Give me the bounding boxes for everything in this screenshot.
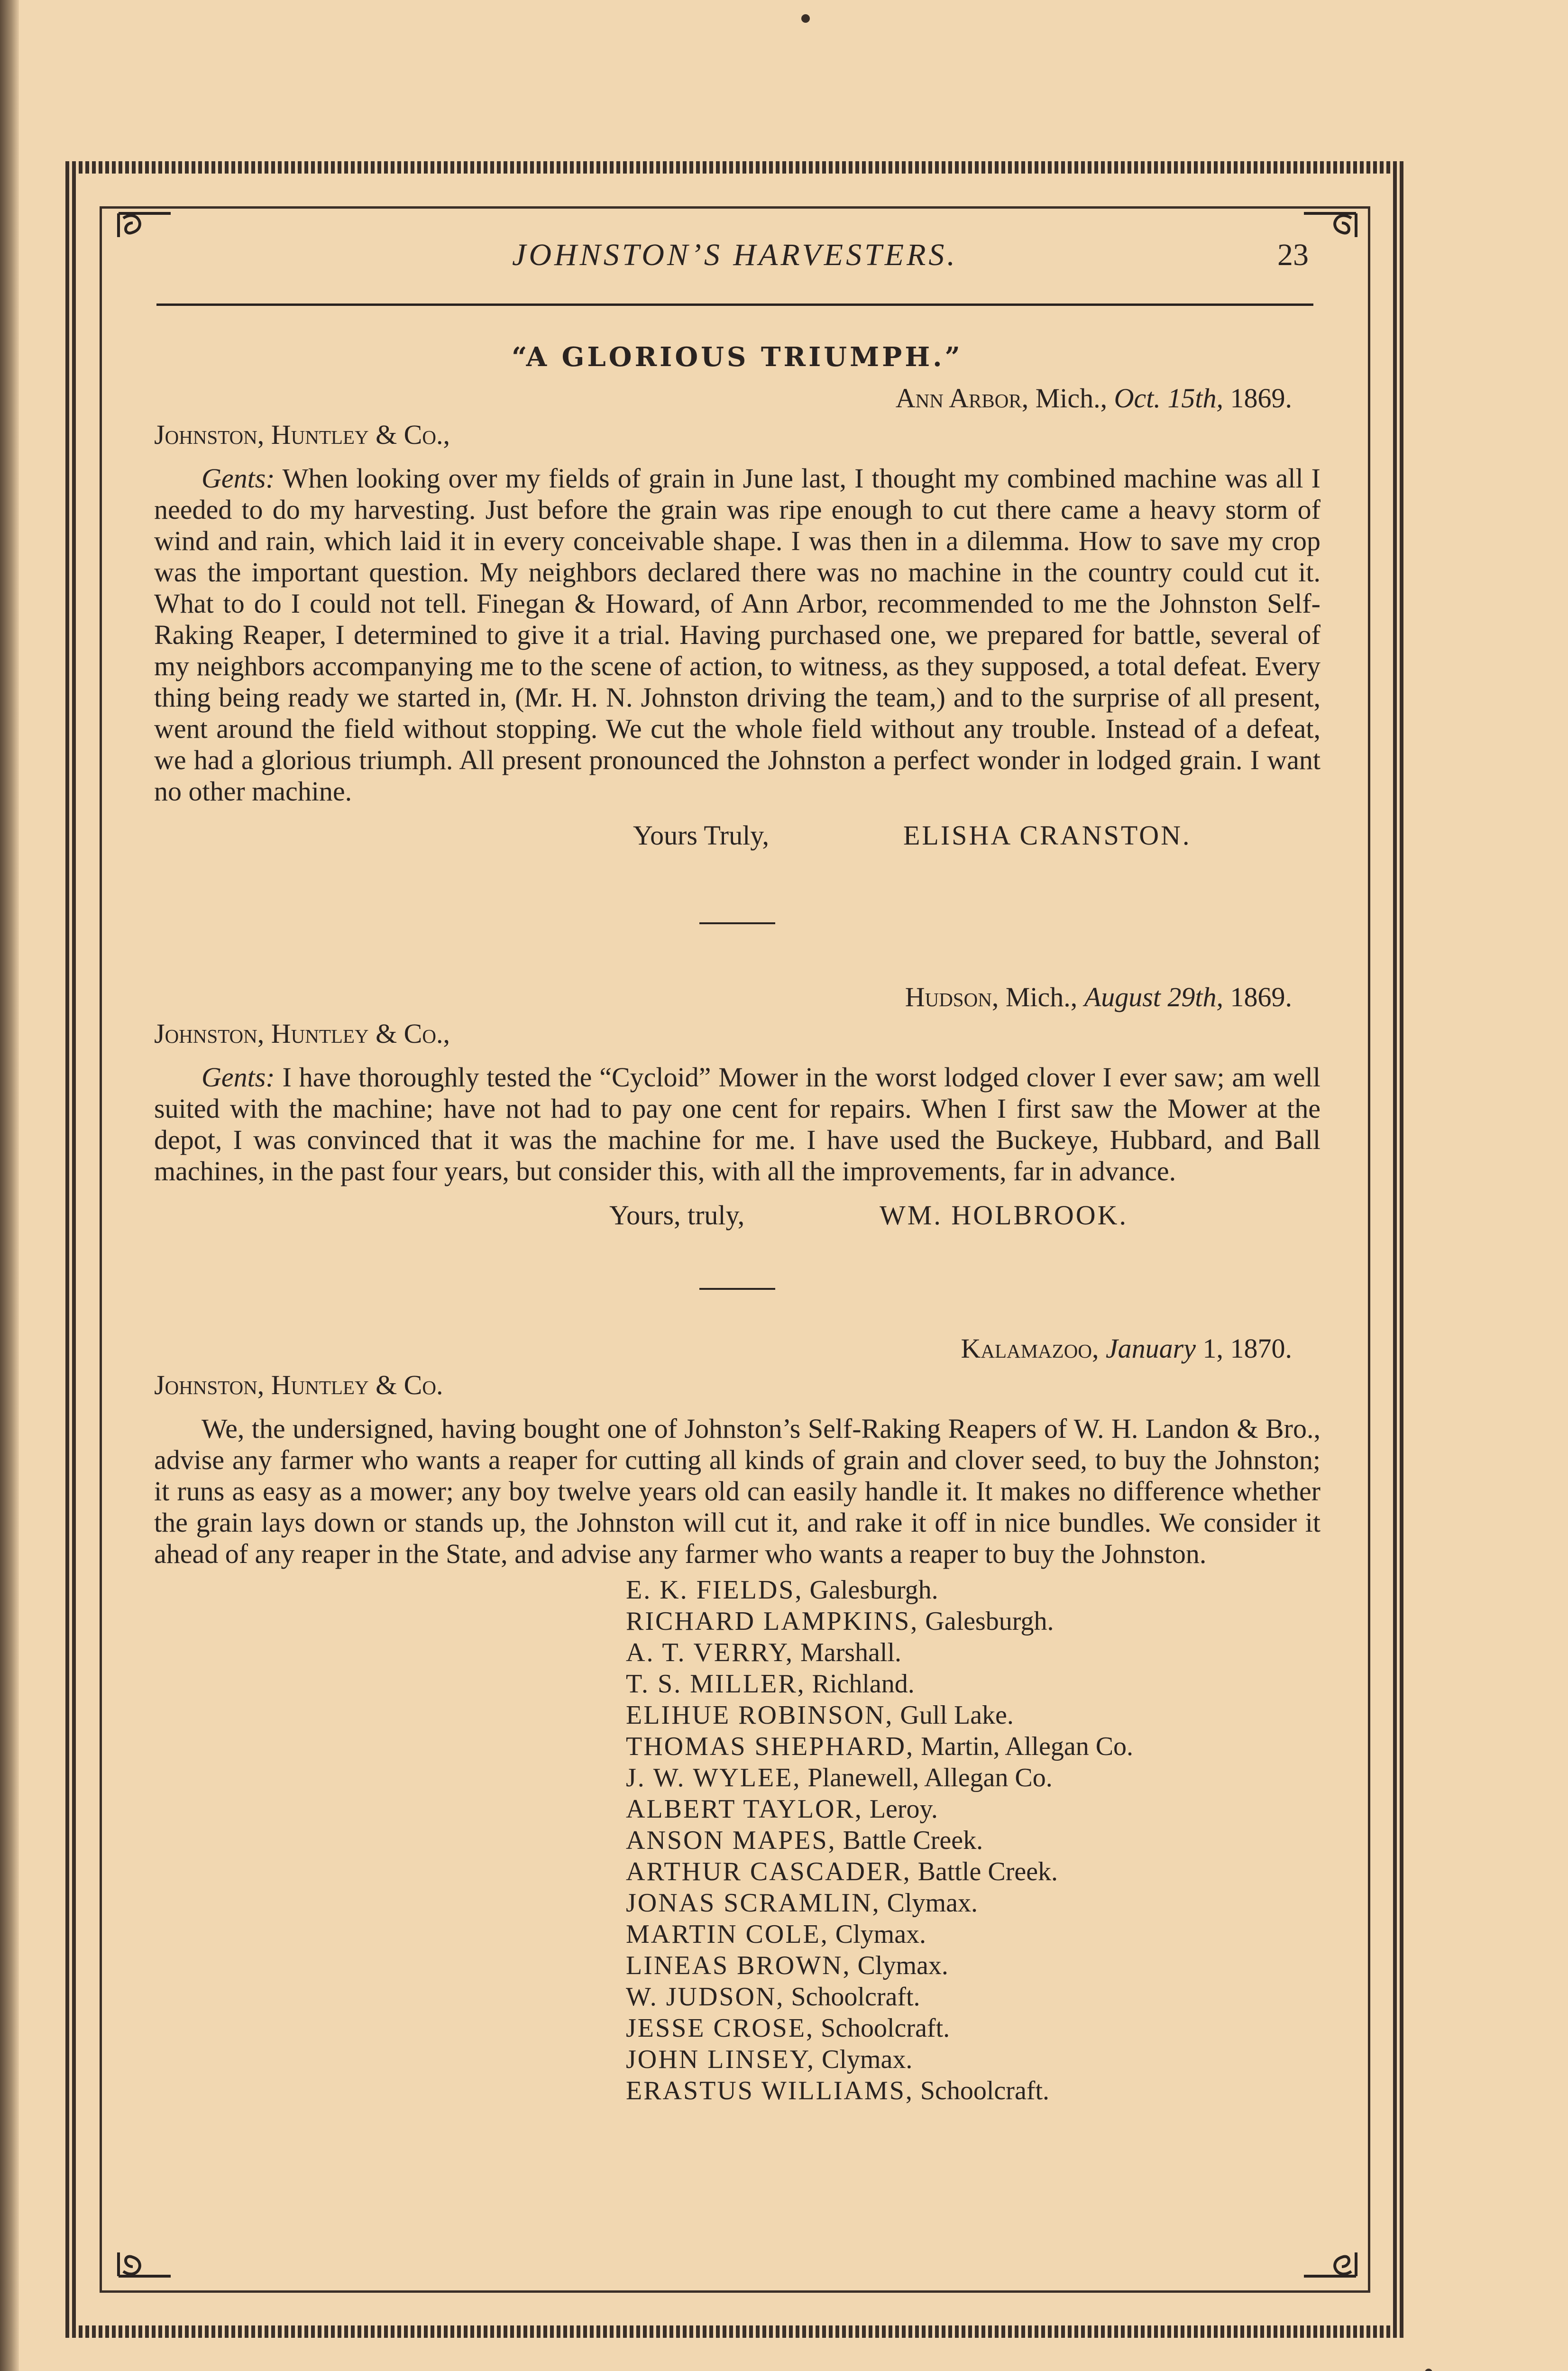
signatory: RICHARD LAMPKINS, Galesburgh. xyxy=(626,1607,1054,1636)
signoff xyxy=(154,819,1320,851)
signatory: W. JUDSON, Schoolcraft. xyxy=(626,1982,920,2012)
book-spine-shadow xyxy=(0,0,19,2371)
signatory: JOHN LINSEY, Clymax. xyxy=(626,2045,913,2074)
dateline: Hudson, Mich., August 29th, 1869. xyxy=(905,982,1292,1012)
dateline: Ann Arbor, Mich., Oct. 15th, 1869. xyxy=(895,383,1292,414)
page-content xyxy=(154,332,1320,2106)
corner-ornament-icon xyxy=(1304,2224,1366,2286)
section-divider xyxy=(699,922,775,924)
headline: “A GLORIOUS TRIUMPH.” xyxy=(512,341,963,373)
closing: Yours Truly, xyxy=(633,820,769,851)
signatory: ERASTUS WILLIAMS, Schoolcraft. xyxy=(626,2076,1049,2105)
letter-body: We, the undersigned, having bought one of Johnston’s Self-Raking Reapers of W. H. Landon & Bro., advise any farmer who wants a reaper for cutting all kinds of grain and clover seed, to buy the Johnston; it runs as easy as a mower; any boy twelve years old can easily handle it. It makes no difference whether the grain lays down or stands up, the Johnston will cut it, and rake it off in nice bundles. We consider it ahead of any reaper in the State, and advise any farmer who wants a reaper to buy the Johnston. xyxy=(154,1413,1320,1569)
dateline: Kalamazoo, January 1, 1870. xyxy=(961,1333,1292,1364)
paper-speck xyxy=(1425,2369,1432,2371)
letter-kalamazoo-farmers xyxy=(154,1333,1320,2106)
section-divider xyxy=(699,1288,775,1290)
signatory-list xyxy=(626,1574,1320,2106)
signoff xyxy=(154,1199,1320,1231)
signatory: ANSON MAPES, Battle Creek. xyxy=(626,1826,983,1855)
signer: WM. HOLBROOK. xyxy=(880,1200,1128,1231)
paper-speck xyxy=(801,14,810,23)
signatory: LINEAS BROWN, Clymax. xyxy=(626,1951,948,1980)
page-header xyxy=(156,232,1313,289)
addressee: Johnston, Huntley & Co., xyxy=(154,419,450,450)
letter-body: Gents: I have thoroughly tested the “Cycloid” Mower in the worst lodged clover I ever saw; am well suited with the machine; have not had to pay one cent for repairs. When I first saw the Mower at the depot, I was convinced that it was the machine for me. I have used the Buckeye, Hubbard, and Ball machines, in the past four years, but consider this, with all the improvements, far in advance. xyxy=(154,1062,1320,1186)
header-rule xyxy=(156,303,1313,306)
running-title: JOHNSTON’S HARVESTERS. xyxy=(512,238,958,272)
signatory: T. S. MILLER, Richland. xyxy=(626,1669,915,1699)
signatory: THOMAS SHEPHARD, Martin, Allegan Co. xyxy=(626,1732,1134,1761)
page-number: 23 xyxy=(1277,238,1309,272)
addressee: Johnston, Huntley & Co. xyxy=(154,1369,443,1400)
signer: ELISHA CRANSTON. xyxy=(903,820,1192,851)
signatory: MARTIN COLE, Clymax. xyxy=(626,1920,926,1949)
closing: Yours, truly, xyxy=(609,1200,745,1231)
letter-holbrook xyxy=(154,981,1320,1231)
addressee: Johnston, Huntley & Co., xyxy=(154,1018,450,1049)
letter-body: Gents: When looking over my fields of grain in June last, I thought my combined machine was all I needed to do my harvesting. Just before the grain was ripe enough to cut there came a heavy storm of wind and rain, which laid it in every conceivable shape. I was then in a dilemma. How to save my crop was the important question. My neighbors declared there was no machine in the country could cut it. What to do I could not tell. Finegan & Howard, of Ann Arbor, recommended to me the Johnston Self-Raking Reaper, I determined to give it a trial. Having purchased one, we prepared for battle, several of my neighbors accompanying me to the scene of action, to witness, as they supposed, a total defeat. Every thing being ready we started in, (Mr. H. N. Johnston driving the team,) and to the surprise of all present, went around the field without stopping. We cut the whole field without any trouble. Instead of a defeat, we had a glorious triumph. All present pronounced the Johnston a perfect wonder in lodged grain. I want no other machine. xyxy=(154,463,1320,807)
letter-cranston xyxy=(154,382,1320,851)
signatory: A. T. VERRY, Marshall. xyxy=(626,1638,902,1667)
signatory: JONAS SCRAMLIN, Clymax. xyxy=(626,1888,978,1918)
signatory: ARTHUR CASCADER, Battle Creek. xyxy=(626,1857,1058,1886)
signatory: ELIHUE ROBINSON, Gull Lake. xyxy=(626,1700,1014,1730)
signatory: ALBERT TAYLOR, Leroy. xyxy=(626,1794,938,1824)
signatory: E. K. FIELDS, Galesburgh. xyxy=(626,1575,938,1605)
corner-ornament-icon xyxy=(109,2224,171,2286)
signatory: JESSE CROSE, Schoolcraft. xyxy=(626,2013,950,2043)
signatory: J. W. WYLEE, Planewell, Allegan Co. xyxy=(626,1763,1053,1792)
